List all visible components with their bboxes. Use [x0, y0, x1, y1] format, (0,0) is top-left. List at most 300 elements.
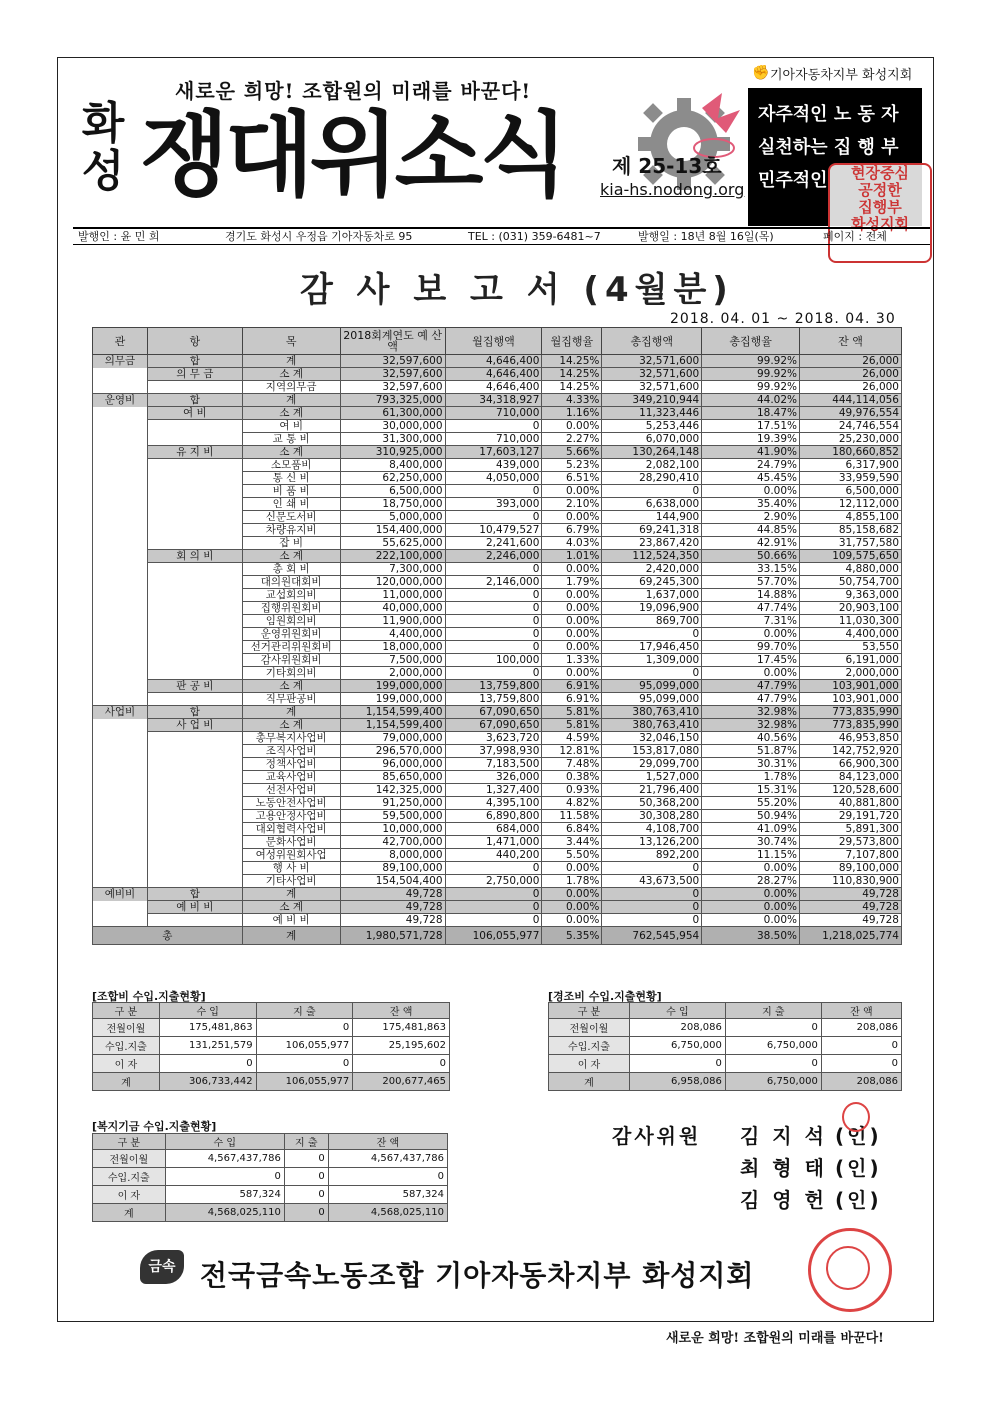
- item-cell: [147, 667, 242, 680]
- value-cell: 29,573,800: [800, 836, 902, 849]
- table-row: [93, 628, 902, 641]
- value-cell: 0: [821, 1055, 901, 1073]
- column-header: 2018회계연도 예 산 액: [340, 328, 445, 355]
- value-cell: 100,000: [445, 654, 542, 667]
- value-cell: 40.56%: [702, 732, 800, 745]
- site-link[interactable]: kia-hs.nodong.org: [600, 180, 745, 199]
- row-label: 이 자: [93, 1055, 160, 1073]
- value-cell: 0: [284, 1204, 328, 1222]
- value-cell: 793,325,000: [340, 394, 445, 407]
- total-value-cell: 5.35%: [542, 927, 602, 945]
- value-cell: 6,750,000: [629, 1037, 725, 1055]
- table-row: [93, 875, 902, 888]
- auditor-seal-3: (인): [835, 1188, 882, 1212]
- value-cell: 2,246,000: [445, 550, 542, 563]
- value-cell: 12.81%: [542, 745, 602, 758]
- detail-cell: 비 품 비: [242, 485, 340, 498]
- value-cell: 23,867,420: [602, 537, 702, 550]
- value-cell: 2.90%: [702, 511, 800, 524]
- column-header: 구 분: [93, 1003, 160, 1019]
- value-cell: 0: [445, 420, 542, 433]
- category-cell: [93, 550, 148, 563]
- value-cell: 1,309,000: [602, 654, 702, 667]
- value-cell: 37,998,930: [445, 745, 542, 758]
- value-cell: 14.25%: [542, 381, 602, 394]
- item-cell: [147, 654, 242, 667]
- audit-table-header: [93, 328, 902, 355]
- branch-name-top: 기아자동차지부 화성지회: [770, 68, 913, 83]
- auditor-label: 감사위원: [612, 1124, 702, 1148]
- category-cell: [93, 875, 148, 888]
- value-cell: 6,500,000: [800, 485, 902, 498]
- value-cell: 0.00%: [702, 667, 800, 680]
- value-cell: 4.82%: [542, 797, 602, 810]
- value-cell: 0: [284, 1168, 328, 1186]
- detail-cell: 직무판공비: [242, 693, 340, 706]
- value-cell: 296,570,000: [340, 745, 445, 758]
- value-cell: 0.00%: [542, 511, 602, 524]
- table-row: [93, 589, 902, 602]
- value-cell: 4,646,400: [445, 355, 542, 368]
- table-row: [93, 602, 902, 615]
- value-cell: 0: [445, 862, 542, 875]
- table-row: [93, 745, 902, 758]
- item-cell: [147, 797, 242, 810]
- category-cell: [93, 381, 148, 394]
- value-cell: 1,154,599,400: [340, 706, 445, 719]
- table-row: [93, 563, 902, 576]
- motto-line-3: 민주적인: [758, 170, 828, 191]
- value-cell: 0: [602, 914, 702, 927]
- value-cell: 4.33%: [542, 394, 602, 407]
- item-cell: [147, 745, 242, 758]
- item-cell: [147, 381, 242, 394]
- item-cell: [147, 914, 242, 927]
- value-cell: 0: [602, 485, 702, 498]
- category-cell: [93, 628, 148, 641]
- table-row: [93, 472, 902, 485]
- detail-cell: 소 계: [242, 719, 340, 732]
- value-cell: 5,253,446: [602, 420, 702, 433]
- value-cell: 444,114,056: [800, 394, 902, 407]
- category-cell: [93, 758, 148, 771]
- column-header: 항: [147, 328, 242, 355]
- value-cell: 103,901,000: [800, 693, 902, 706]
- value-cell: 49,728: [340, 914, 445, 927]
- table-row: [93, 394, 902, 407]
- item-cell: [147, 641, 242, 654]
- value-cell: 33.15%: [702, 563, 800, 576]
- table-row: [93, 901, 902, 914]
- item-cell: [147, 524, 242, 537]
- region-label: 화성: [81, 98, 125, 197]
- value-cell: 0: [821, 1037, 901, 1055]
- value-cell: 49,728: [800, 914, 902, 927]
- row-label: 수입.지출: [93, 1168, 166, 1186]
- item-cell: 합: [147, 355, 242, 368]
- table-row: [93, 667, 902, 680]
- union-mark-icon: ✊: [752, 65, 770, 81]
- value-cell: 51.87%: [702, 745, 800, 758]
- value-cell: 91,250,000: [340, 797, 445, 810]
- auditor-name-2: 최 형 태: [740, 1156, 827, 1180]
- detail-cell: 교 통 비: [242, 433, 340, 446]
- value-cell: 4,395,100: [445, 797, 542, 810]
- value-cell: 0: [445, 641, 542, 654]
- value-cell: 14.25%: [542, 368, 602, 381]
- column-header: 수 입: [165, 1134, 284, 1150]
- condolence-table: [548, 1002, 902, 1091]
- item-cell: [147, 836, 242, 849]
- item-cell: [147, 823, 242, 836]
- value-cell: 0: [725, 1055, 821, 1073]
- value-cell: 0: [328, 1168, 447, 1186]
- value-cell: 0.00%: [542, 420, 602, 433]
- value-cell: 0.00%: [542, 888, 602, 901]
- value-cell: 7,500,000: [340, 654, 445, 667]
- value-cell: 0: [445, 602, 542, 615]
- value-cell: 175,481,863: [159, 1019, 256, 1037]
- table-row: [93, 381, 902, 394]
- table-row: [93, 1150, 448, 1168]
- table-row: [93, 537, 902, 550]
- category-cell: [93, 797, 148, 810]
- value-cell: 35.40%: [702, 498, 800, 511]
- value-cell: 4,880,000: [800, 563, 902, 576]
- table-row: [93, 459, 902, 472]
- publish-date: 발행일 : 18년 8월 16일(목): [638, 230, 774, 243]
- category-cell: [93, 732, 148, 745]
- value-cell: 29,099,700: [602, 758, 702, 771]
- value-cell: 144,900: [602, 511, 702, 524]
- value-cell: 869,700: [602, 615, 702, 628]
- category-cell: [93, 862, 148, 875]
- report-title: 감 사 보 고 서 (4월분): [300, 270, 734, 310]
- item-cell: 유 지 비: [147, 446, 242, 459]
- category-cell: [93, 914, 148, 927]
- value-cell: 0.00%: [542, 485, 602, 498]
- value-cell: 222,100,000: [340, 550, 445, 563]
- value-cell: 50.94%: [702, 810, 800, 823]
- value-cell: 6,750,000: [725, 1037, 821, 1055]
- value-cell: 109,575,650: [800, 550, 902, 563]
- column-header: 목: [242, 328, 340, 355]
- detail-cell: 감사위원회비: [242, 654, 340, 667]
- table-row: [93, 849, 902, 862]
- table-row: [93, 693, 902, 706]
- value-cell: 32,571,600: [602, 355, 702, 368]
- small-table-header: [93, 1134, 448, 1150]
- value-cell: 175,481,863: [353, 1019, 450, 1037]
- total-value-cell: 1,980,571,728: [340, 927, 445, 945]
- value-cell: 710,000: [445, 433, 542, 446]
- category-cell: 예비비: [93, 888, 148, 901]
- value-cell: 0: [353, 1055, 450, 1073]
- value-cell: 11,000,000: [340, 589, 445, 602]
- table-row: [93, 1073, 450, 1091]
- table-row: [93, 836, 902, 849]
- category-cell: [93, 849, 148, 862]
- category-cell: [93, 563, 148, 576]
- detail-cell: 신문도서비: [242, 511, 340, 524]
- detail-cell: 통 신 비: [242, 472, 340, 485]
- value-cell: 112,524,350: [602, 550, 702, 563]
- table-row: [93, 680, 902, 693]
- value-cell: 6,958,086: [629, 1073, 725, 1091]
- column-header: 잔 액: [353, 1003, 450, 1019]
- value-cell: 55.20%: [702, 797, 800, 810]
- value-cell: 120,528,600: [800, 784, 902, 797]
- category-cell: [93, 823, 148, 836]
- union-fee-caption: [조합비 수입.지출현황]: [92, 990, 206, 1003]
- detail-cell: 기타사업비: [242, 875, 340, 888]
- value-cell: 4,646,400: [445, 368, 542, 381]
- item-cell: [147, 472, 242, 485]
- value-cell: 9,363,000: [800, 589, 902, 602]
- total-value-cell: 762,545,954: [602, 927, 702, 945]
- value-cell: 2.27%: [542, 433, 602, 446]
- value-cell: 7,107,800: [800, 849, 902, 862]
- total-value-cell: 38.50%: [702, 927, 800, 945]
- value-cell: 26,000: [800, 381, 902, 394]
- table-row: [93, 368, 902, 381]
- detail-cell: 지역의무금: [242, 381, 340, 394]
- value-cell: 0: [256, 1019, 353, 1037]
- red-seal: [828, 163, 932, 263]
- value-cell: 4,108,700: [602, 823, 702, 836]
- item-cell: 합: [147, 888, 242, 901]
- detail-cell: 차량유지비: [242, 524, 340, 537]
- table-row: [93, 797, 902, 810]
- category-cell: [93, 901, 148, 914]
- auditor-stamp-icon: [842, 1102, 870, 1132]
- value-cell: 1,527,000: [602, 771, 702, 784]
- detail-cell: 노동안전사업비: [242, 797, 340, 810]
- table-row: [93, 511, 902, 524]
- value-cell: 6.84%: [542, 823, 602, 836]
- red-seal-line-3: 집행부: [858, 198, 902, 216]
- bottom-slogan: 새로운 희망! 조합원의 미래를 바꾼다!: [666, 1331, 884, 1346]
- value-cell: 32,571,600: [602, 381, 702, 394]
- value-cell: 0.00%: [542, 862, 602, 875]
- value-cell: 6,070,000: [602, 433, 702, 446]
- category-cell: [93, 420, 148, 433]
- value-cell: 26,000: [800, 368, 902, 381]
- value-cell: 12,112,000: [800, 498, 902, 511]
- value-cell: 0: [284, 1186, 328, 1204]
- item-cell: [147, 784, 242, 797]
- value-cell: 7.31%: [702, 615, 800, 628]
- value-cell: 7.48%: [542, 758, 602, 771]
- value-cell: 28,290,410: [602, 472, 702, 485]
- header-slogan: 새로운 희망! 조합원의 미래를 바꾼다!: [175, 79, 532, 103]
- value-cell: 6.51%: [542, 472, 602, 485]
- value-cell: 0.00%: [702, 901, 800, 914]
- value-cell: 42.91%: [702, 537, 800, 550]
- value-cell: 0: [445, 901, 542, 914]
- address: 경기도 화성시 우정읍 기아자동차로 95: [225, 230, 413, 243]
- value-cell: 19.39%: [702, 433, 800, 446]
- value-cell: 30,308,280: [602, 810, 702, 823]
- detail-cell: 총 회 비: [242, 563, 340, 576]
- value-cell: 440,200: [445, 849, 542, 862]
- value-cell: 131,251,579: [159, 1037, 256, 1055]
- value-cell: 32,597,600: [340, 368, 445, 381]
- table-row: [549, 1019, 902, 1037]
- value-cell: 130,264,148: [602, 446, 702, 459]
- item-cell: [147, 758, 242, 771]
- item-cell: 예 비 비: [147, 901, 242, 914]
- item-cell: [147, 433, 242, 446]
- category-cell: [93, 810, 148, 823]
- column-header: 총집행액: [602, 328, 702, 355]
- value-cell: 326,000: [445, 771, 542, 784]
- category-cell: [93, 836, 148, 849]
- small-table-header: [549, 1003, 902, 1019]
- value-cell: 69,245,300: [602, 576, 702, 589]
- category-cell: [93, 537, 148, 550]
- item-cell: [147, 459, 242, 472]
- value-cell: 773,835,990: [800, 706, 902, 719]
- value-cell: 106,055,977: [256, 1073, 353, 1091]
- value-cell: 6.91%: [542, 680, 602, 693]
- value-cell: 11.58%: [542, 810, 602, 823]
- value-cell: 0.00%: [542, 615, 602, 628]
- table-row: [93, 654, 902, 667]
- value-cell: 0: [445, 888, 542, 901]
- value-cell: 67,090,650: [445, 706, 542, 719]
- value-cell: 4,568,025,110: [328, 1204, 447, 1222]
- category-cell: [93, 446, 148, 459]
- detail-cell: 소모품비: [242, 459, 340, 472]
- value-cell: 1,471,000: [445, 836, 542, 849]
- metal-union-logo-icon: 금속: [140, 1250, 184, 1284]
- value-cell: 0: [602, 888, 702, 901]
- red-seal-line-2: 공정한: [858, 181, 902, 199]
- value-cell: 30,000,000: [340, 420, 445, 433]
- value-cell: 18,000,000: [340, 641, 445, 654]
- value-cell: 43,673,500: [602, 875, 702, 888]
- value-cell: 5.81%: [542, 719, 602, 732]
- value-cell: 0.00%: [702, 628, 800, 641]
- auditor-seal-1: (인): [835, 1124, 882, 1148]
- total-row: [93, 927, 902, 945]
- value-cell: 15.31%: [702, 784, 800, 797]
- auditor-name-1: 김 지 석: [740, 1124, 827, 1148]
- value-cell: 3,623,720: [445, 732, 542, 745]
- item-cell: [147, 849, 242, 862]
- table-row: [93, 615, 902, 628]
- category-cell: [93, 680, 148, 693]
- item-cell: 합: [147, 394, 242, 407]
- column-header: 잔 액: [328, 1134, 447, 1150]
- value-cell: 49,728: [800, 888, 902, 901]
- value-cell: 684,000: [445, 823, 542, 836]
- value-cell: 17,946,450: [602, 641, 702, 654]
- detail-cell: 행 사 비: [242, 862, 340, 875]
- value-cell: 6.79%: [542, 524, 602, 537]
- detail-cell: 소 계: [242, 550, 340, 563]
- table-row: [93, 1019, 450, 1037]
- detail-cell: 운영위원회비: [242, 628, 340, 641]
- value-cell: 7,300,000: [340, 563, 445, 576]
- table-row: [93, 641, 902, 654]
- column-header: 잔 액: [800, 328, 902, 355]
- value-cell: 50,754,700: [800, 576, 902, 589]
- item-cell: [147, 485, 242, 498]
- detail-cell: 소 계: [242, 407, 340, 420]
- value-cell: 0: [602, 667, 702, 680]
- value-cell: 33,959,590: [800, 472, 902, 485]
- detail-cell: 예 비 비: [242, 914, 340, 927]
- value-cell: 10,479,527: [445, 524, 542, 537]
- value-cell: 11,323,446: [602, 407, 702, 420]
- value-cell: 53,550: [800, 641, 902, 654]
- item-cell: [147, 589, 242, 602]
- motto-line-2: 실천하는 집 행 부: [758, 137, 899, 158]
- value-cell: 120,000,000: [340, 576, 445, 589]
- table-row: [93, 420, 902, 433]
- value-cell: 47.79%: [702, 680, 800, 693]
- value-cell: 67,090,650: [445, 719, 542, 732]
- item-cell: [147, 810, 242, 823]
- value-cell: 32,597,600: [340, 355, 445, 368]
- detail-cell: 여 비: [242, 420, 340, 433]
- union-round-seal-inner-icon: [826, 1246, 870, 1290]
- auditor-seal-2: (인): [835, 1156, 882, 1180]
- row-label: 계: [93, 1073, 160, 1091]
- value-cell: 587,324: [165, 1186, 284, 1204]
- table-row: [93, 888, 902, 901]
- value-cell: 103,901,000: [800, 680, 902, 693]
- value-cell: 6,638,000: [602, 498, 702, 511]
- item-cell: [147, 602, 242, 615]
- row-label: 계: [93, 1204, 166, 1222]
- value-cell: 4,400,000: [340, 628, 445, 641]
- value-cell: 0.00%: [542, 563, 602, 576]
- value-cell: 5.66%: [542, 446, 602, 459]
- value-cell: 85,158,682: [800, 524, 902, 537]
- value-cell: 26,000: [800, 355, 902, 368]
- value-cell: 1.78%: [702, 771, 800, 784]
- value-cell: 49,728: [340, 888, 445, 901]
- table-row: [93, 576, 902, 589]
- table-row: [93, 1168, 448, 1186]
- value-cell: 46,953,850: [800, 732, 902, 745]
- value-cell: 0.00%: [542, 602, 602, 615]
- value-cell: 59,500,000: [340, 810, 445, 823]
- table-row: [93, 758, 902, 771]
- item-cell: [147, 576, 242, 589]
- table-row: [93, 498, 902, 511]
- table-row: [549, 1073, 902, 1091]
- value-cell: 5.81%: [542, 706, 602, 719]
- category-cell: [93, 654, 148, 667]
- column-header: 수 입: [159, 1003, 256, 1019]
- category-cell: [93, 407, 148, 420]
- value-cell: 45.45%: [702, 472, 800, 485]
- total-label: 총: [93, 927, 243, 945]
- value-cell: 110,830,900: [800, 875, 902, 888]
- value-cell: 62,250,000: [340, 472, 445, 485]
- publication-info-bar: [73, 227, 930, 245]
- value-cell: 0.00%: [542, 901, 602, 914]
- column-header: 월집행액: [445, 328, 542, 355]
- category-cell: [93, 433, 148, 446]
- detail-cell: 문화사업비: [242, 836, 340, 849]
- value-cell: 49,976,554: [800, 407, 902, 420]
- column-header: 구 분: [93, 1134, 166, 1150]
